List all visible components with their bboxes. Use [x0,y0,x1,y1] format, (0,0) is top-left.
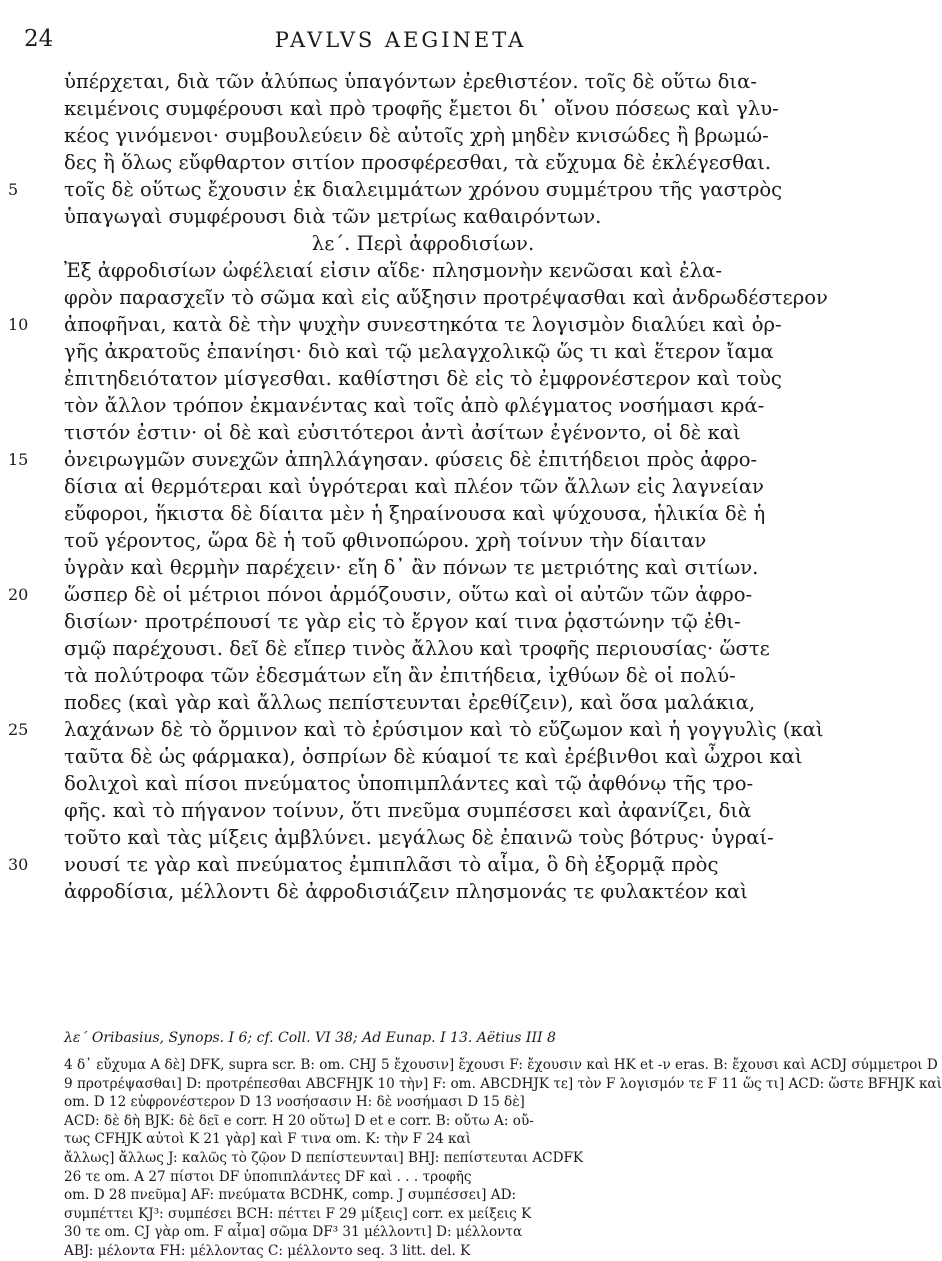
line-text: φῆς. καὶ τὸ πήγανον τοίνυν, ὅτι πνεῦμα συμπέσσει καὶ ἀφανίζει, διὰ [64,799,752,822]
line-text: ὑγρὰν καὶ θερμὴν παρέχειν· εἴη δ᾿ ἂν πόνων τε μετριότης καὶ σιτίων. [64,556,759,579]
apparatus-line: ACD: δὲ δὴ BJK: δὲ δεῖ e corr. H 20 οὕτω] D et e corr. B: οὔτω A: οὔ- [64,1112,534,1129]
line-number: 5 [8,180,19,199]
line-number: 30 [8,855,29,874]
text-line [0,473,801,500]
line-text: τιστόν ἐστιν· οἱ δὲ καὶ εὐσιτότεροι ἀντὶ ἀσίτων ἐγένοντο, οἱ δὲ καὶ [64,421,741,444]
page-number: 24 [24,26,54,52]
text-line [0,203,801,230]
line-text: γῆς ἀκρατοῦς ἐπανίησι· διὸ καὶ τῷ μελαγχολικῷ ὥς τι καὶ ἕτερον ἴαμα [64,340,774,363]
text-line [0,581,801,608]
text-line [0,365,801,392]
line-number: 15 [8,450,29,469]
line-text: ὥσπερ δὲ οἱ μέτριοι πόνοι ἁρμόζουσιν, οὕτω καὶ οἱ αὐτῶν τῶν ἀφρο- [64,583,753,606]
apparatus-line: 26 τε om. A 27 πίστοι DF ὑποπιπλάντες DF καὶ . . . τροφῆς [64,1168,472,1185]
line-number: 10 [8,315,29,334]
line-text: ὑπαγωγαὶ συμφέρουσι διὰ τῶν μετρίως καθαιρόντων. [64,205,602,228]
page-header [0,26,801,56]
text-line [0,743,801,770]
text-line [0,824,801,851]
text-line [0,68,801,95]
text-line [0,662,801,689]
text-line [0,635,801,662]
text-line [0,500,801,527]
line-text: λε΄. Περὶ ἀφροδισίων. [311,232,535,255]
line-text: σμῷ παρέχουσι. δεῖ δὲ εἴπερ τινὸς ἄλλου καὶ τροφῆς περιουσίας· ὥστε [64,637,770,660]
line-text: δισίων· προτρέπουσί τε γὰρ εἰς τὸ ἔργον καί τινα ῥᾳστώνην τῷ ἐθι- [64,610,741,633]
text-line [0,878,801,905]
apparatus-line: τως CFHJK αὐτοὶ K 21 γὰρ] καὶ F τινα om. K: τὴν F 24 καὶ [64,1131,472,1148]
line-text: δολιχοὶ καὶ πίσοι πνεύματος ὑποπιμπλάντες καὶ τῷ ἀφθόνῳ τῆς τρο- [64,772,754,795]
text-line [0,716,824,743]
line-text: τοῦ γέροντος, ὥρα δὲ ἡ τοῦ φθινοπώρου. χρὴ τοίνυν τὴν δίαιταν [64,529,707,552]
text-line [0,122,801,149]
line-text: νουσί τε γὰρ καὶ πνεύματος ἐμπιπλᾶσι τὸ αἷμα, ὃ δὴ ἐξορμᾷ πρὸς [64,853,719,876]
line-text: εὔφοροι, ἥκιστα δὲ δίαιτα μὲν ἡ ξηραίνουσα καὶ ψύχουσα, ἡλικία δὲ ἡ [64,502,766,525]
line-text: κέος γινόμενοι· συμβουλεύειν δὲ αὐτοῖς χρὴ μηδὲν κνισώδες ἢ βρωμώ- [64,124,769,147]
chapter-heading [0,230,801,257]
text-line [0,149,801,176]
text-line [0,95,801,122]
apparatus-line: 9 προτρέψασθαι] D: προτρέπεσθαι ABCFHJK 10 τὴν] F: om. ABCDHJK τε] τὸν F λογισμόν τε F 11 ὥς τι] ACD: ὥστε BFHJK καὶ [64,1075,942,1092]
line-text: λαχάνων δὲ τὸ ὄρμινον καὶ τὸ ἐρύσιμον καὶ τὸ εὔζωμον καὶ ἡ γογγυλὶς (καὶ [64,718,824,741]
line-text: φρὸν παρασχεῖν τὸ σῶμα καὶ εἰς αὔξησιν προτρέψασθαι καὶ ἀνδρωδέστερον [64,286,828,309]
text-line [0,338,801,365]
line-text: ἀποφῆναι, κατὰ δὲ τὴν ψυχὴν συνεστηκότα τε λογισμὸν διαλύει καὶ ὀρ- [64,313,782,336]
line-text: ταῦτα δὲ ὡς φάρμακα), ὀσπρίων δὲ κύαμοί τε καὶ ἐρέβινθοι καὶ ὦχροι καὶ [64,745,803,768]
text-line [0,257,801,284]
line-text: ἀφροδίσια, μέλλοντι δὲ ἀφροδισιάζειν πλησμονάς τε φυλακτέον καὶ [64,880,748,903]
apparatus-line: om. D 28 πνεῦμα] AF: πνεύματα BCDHK, comp. J συμπέσσει] AD: [64,1187,517,1204]
text-line [0,446,801,473]
apparatus-line: ἄλλως] ἄλλως J: καλῶς τὸ ζῷον D πεπίστευνται] BHJ: πεπίστευται ACDFK [64,1149,584,1166]
line-number: 20 [8,585,29,604]
line-text: τοῖς δὲ οὕτως ἔχουσιν ἐκ διαλειμμάτων χρόνου συμμέτρου τῆς γαστρὸς [64,178,783,201]
line-number: 25 [8,720,29,739]
text-line [0,689,801,716]
apparatus-line: om. D 12 εὐφρονέστερον D 13 νοσήσασιν H: δὲ νοσήμασι D 15 δὲ] [64,1094,525,1111]
line-text: κειμένοις συμφέρουσι καὶ πρὸ τροφῆς ἔμετοι δι᾿ οἴνου πόσεως καὶ γλυ- [64,97,779,120]
text-line [0,770,801,797]
line-text: τὸν ἄλλον τρόπον ἐκμανέντας καὶ τοῖς ἀπὸ φλέγματος νοσήμασι κρά- [64,394,765,417]
apparatus-line: 30 τε om. CJ γὰρ om. F αἷμα] σῶμα DF³ 31 μέλλοντι] D: μέλλοντα [64,1224,523,1241]
line-text: Ἐξ ἀφροδισίων ὠφέλειαί εἰσιν αἵδε· πλησμονὴν κενῶσαι καὶ ἐλα- [64,259,722,282]
line-text: ὑπέρχεται, διὰ τῶν ἀλύπως ὑπαγόντων ἐρεθιστέον. τοῖς δὲ οὕτω δια- [64,70,757,93]
text-line [0,392,801,419]
apparatus-line: 4 δ᾿ εὔχυμα A δὲ] DFK, supra scr. B: om. CHJ 5 ἔχουσιν] ἔχουσι F: ἔχουσιν καὶ HK et -ν eras. B: ἔχουσι καὶ ACDJ σύμμετροι D [64,1057,938,1073]
text-line [0,527,801,554]
line-text: ὀνειρωγμῶν συνεχῶν ἀπηλλάγησαν. φύσεις δὲ ἐπιτήδειοι πρὸς ἀφρο- [64,448,758,471]
running-title: PAVLVS AEGINETA [274,28,527,52]
main-text [0,68,828,905]
apparatus-line: ABJ: μέλοντα FH: μέλλοντας C: μέλλοντο seq. 3 litt. del. K [64,1242,471,1259]
critical-apparatus [64,1056,942,1261]
text-line [0,176,801,203]
line-text: ἐπιτηδειότατον μίσγεσθαι. καθίστησι δὲ εἰς τὸ ἐμφρονέστερον καὶ τοὺς [64,367,782,390]
line-text: τὰ πολύτροφα τῶν ἐδεσμάτων εἴη ἂν ἐπιτήδεια, ἰχθύων δὲ οἱ πολύ- [64,664,736,687]
line-text: δίσια αἱ θερμότεραι καὶ ὑγρότεραι καὶ πλέον τῶν ἄλλων εἰς λαγνείαν [64,475,764,498]
line-text: ποδες (καὶ γὰρ καὶ ἄλλως πεπίστευνται ἐρεθίζειν), καὶ ὅσα μαλάκια, [64,691,756,714]
text-line [0,797,801,824]
apparatus-line: συμπέττει KJ³: συμπέσει BCH: πέττει F 29 μίξεις] corr. ex μείξεις K [64,1205,532,1222]
line-text: δες ἢ ὅλως εὔφθαρτον σιτίον προσφέρεσθαι, τὰ εὔχυμα δὲ ἐκλέγεσθαι. [64,151,772,174]
text-line [0,851,801,878]
text-line [0,554,801,581]
line-text: τοῦτο καὶ τὰς μίξεις ἀμβλύνει. μεγάλως δὲ ἐπαινῶ τοὺς βότρυς· ὑγραί- [64,826,774,849]
text-line [0,284,828,311]
source-note: λε΄ Oribasius, Synops. I 6; cf. Coll. VI 38; Ad Eunap. I 13. Aëtius III 8 [64,1030,556,1046]
text-line [0,311,801,338]
text-line [0,608,801,635]
text-line [0,419,801,446]
